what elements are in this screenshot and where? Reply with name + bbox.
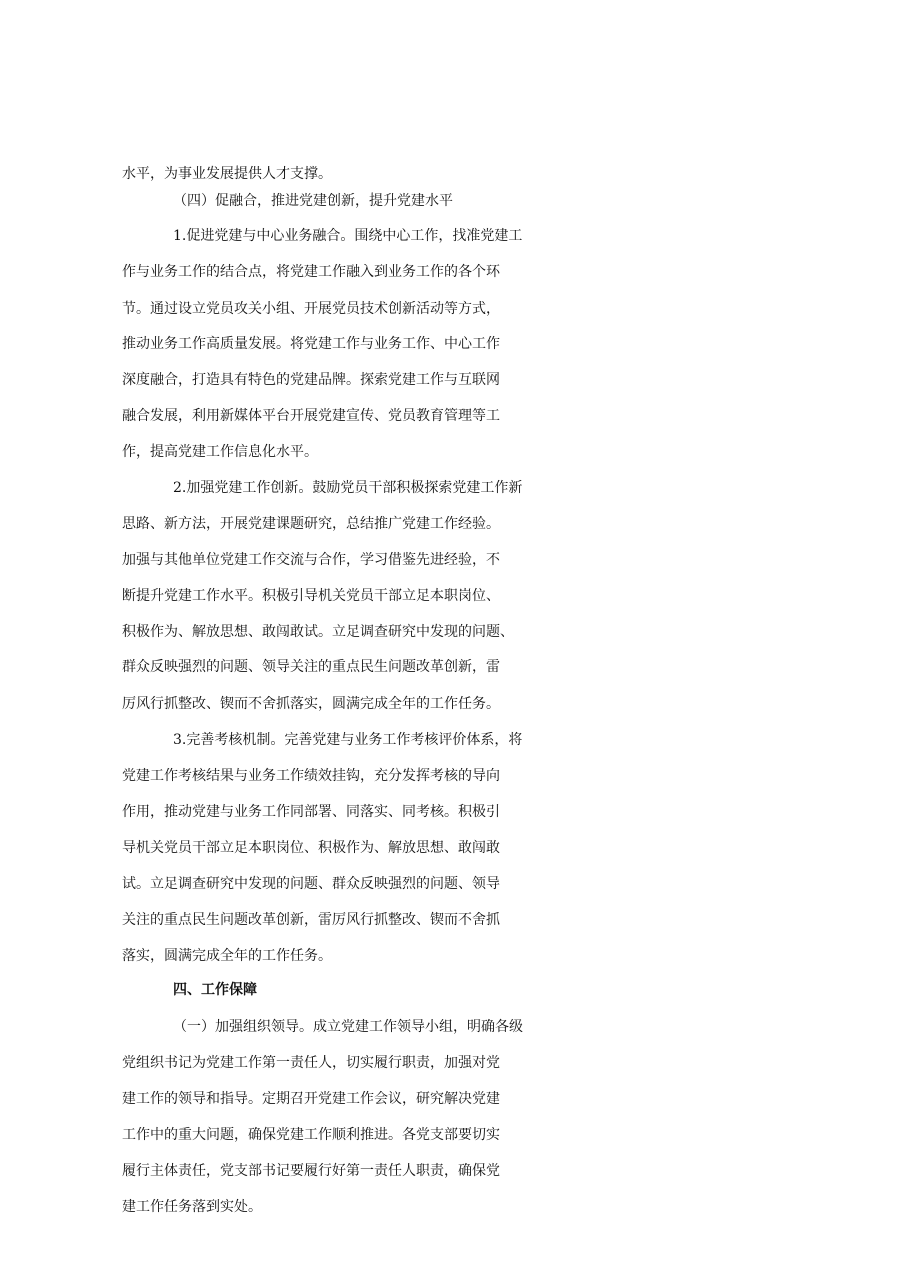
- paragraph-line: 1.促进党建与中心业务融合。围绕中心工作，找准党建工: [173, 228, 523, 244]
- paragraph-line: 加强与其他单位党建工作交流与合作，学习借鉴先进经验，不: [122, 552, 500, 568]
- paragraph-line: 党建工作考核结果与业务工作绩效挂钩，充分发挥考核的导向: [122, 768, 500, 784]
- paragraph-line: 群众反映强烈的问题、领导关注的重点民生问题改革创新，雷: [122, 659, 500, 675]
- paragraph-line: 深度融合，打造具有特色的党建品牌。探索党建工作与互联网: [122, 372, 500, 388]
- paragraph-line: 积极作为、解放思想、敢闯敢试。立足调查研究中发现的问题、: [122, 624, 514, 640]
- paragraph-line: 厉风行抓整改、锲而不舍抓落实，圆满完成全年的工作任务。: [122, 696, 500, 712]
- paragraph-line: 落实，圆满完成全年的工作任务。: [122, 948, 332, 964]
- paragraph-line: 作，提高党建工作信息化水平。: [122, 444, 318, 460]
- paragraph-line: 关注的重点民生问题改革创新，雷厉风行抓整改、锲而不舍抓: [122, 912, 500, 928]
- paragraph-line: 党组织书记为党建工作第一责任人，切实履行职责，加强对党: [122, 1055, 500, 1071]
- paragraph-line: 试。立足调查研究中发现的问题、群众反映强烈的问题、领导: [122, 876, 500, 892]
- paragraph-line: 融合发展，利用新媒体平台开展党建宣传、党员教育管理等工: [122, 408, 500, 424]
- paragraph-line: 建工作任务落到实处。: [122, 1199, 262, 1215]
- paragraph-line: 作用，推动党建与业务工作同部署、同落实、同考核。积极引: [122, 804, 500, 820]
- paragraph-line: 节。通过设立党员攻关小组、开展党员技术创新活动等方式，: [122, 301, 500, 317]
- subsection-heading: （四）促融合，推进党建创新，提升党建水平: [173, 193, 453, 209]
- paragraph-line: 建工作的领导和指导。定期召开党建工作会议，研究解决党建: [122, 1091, 500, 1107]
- paragraph-line: 推动业务工作高质量发展。将党建工作与业务工作、中心工作: [122, 336, 500, 352]
- paragraph-line: 作与业务工作的结合点，将党建工作融入到业务工作的各个环: [122, 264, 500, 280]
- paragraph-line: 工作中的重大问题，确保党建工作顺利推进。各党支部要切实: [122, 1127, 500, 1143]
- paragraph-line: 思路、新方法，开展党建课题研究，总结推广党建工作经验。: [122, 516, 500, 532]
- paragraph-line: 断提升党建工作水平。积极引导机关党员干部立足本职岗位、: [122, 588, 500, 604]
- section-heading: 四、工作保障: [173, 982, 257, 998]
- paragraph-line: （一）加强组织领导。成立党建工作领导小组，明确各级: [173, 1019, 523, 1035]
- paragraph-line: 2.加强党建工作创新。鼓励党员干部积极探索党建工作新: [173, 480, 523, 496]
- paragraph-line: 3.完善考核机制。完善党建与业务工作考核评价体系，将: [173, 732, 523, 748]
- paragraph-line: 导机关党员干部立足本职岗位、积极作为、解放思想、敢闯敢: [122, 840, 500, 856]
- paragraph-line: 履行主体责任，党支部书记要履行好第一责任人职责，确保党: [122, 1163, 500, 1179]
- paragraph-line: 水平，为事业发展提供人才支撑。: [122, 166, 332, 182]
